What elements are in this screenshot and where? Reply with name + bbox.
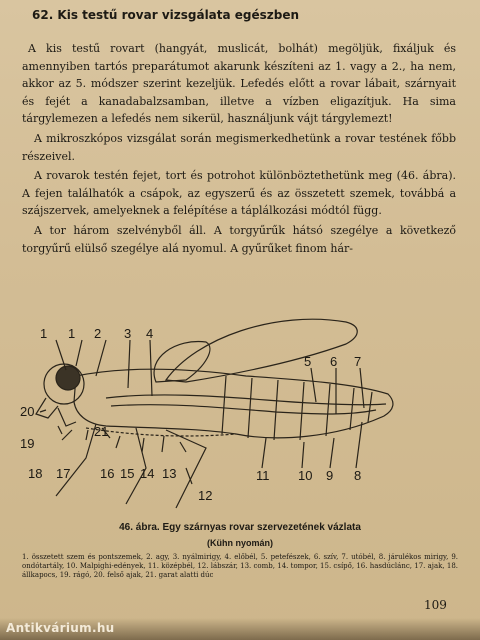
watermark-text: Antikvárium.hu bbox=[6, 621, 115, 635]
fig-label-6: 6 bbox=[330, 354, 338, 369]
fig-label-18: 18 bbox=[28, 466, 43, 481]
fig-label-9: 9 bbox=[326, 468, 334, 483]
fig-label-21: 21 bbox=[94, 424, 109, 439]
fig-label-11: 11 bbox=[256, 468, 270, 483]
fig-label-1a: 1 bbox=[40, 326, 48, 341]
figure-caption: 46. ábra. Egy szárnyas rovar szervezetének vázlata bbox=[119, 522, 361, 533]
page-number: 109 bbox=[424, 598, 447, 612]
fig-label-4: 4 bbox=[146, 326, 154, 341]
hindwing bbox=[154, 341, 210, 382]
paragraph-3: A rovarok testén fejet, tort és potrohot különböztethetünk meg (46. ábra). A fejen találhatók a csápok, az egyszerű és az összetett szemek, továbbá a szájszervek, amelyeknek a felépítése a táplálkozási módtól függ. bbox=[22, 169, 456, 218]
fig-label-20: 20 bbox=[20, 404, 35, 419]
fig-label-19: 19 bbox=[20, 436, 35, 451]
fig-label-12: 12 bbox=[198, 488, 213, 503]
body-outline bbox=[74, 369, 393, 438]
fig-label-1b: 1 bbox=[68, 326, 76, 341]
fig-label-5: 5 bbox=[304, 354, 312, 369]
body-text bbox=[22, 40, 456, 259]
watermark-bar bbox=[0, 618, 480, 640]
fig-label-2: 2 bbox=[94, 326, 102, 341]
fig-label-3: 3 bbox=[124, 326, 132, 341]
paragraph-4: A tor három szelvényből áll. A torgyűrűk hátsó szegélye a következő torgyűrű elülső szegélye alá nyomul. A gyűrűket finom hár- bbox=[22, 223, 456, 255]
fig-label-13: 13 bbox=[162, 466, 177, 481]
figure-legend: 1. összetett szem és pontszemek, 2. agy, 3. nyálmirigy, 4. előbél, 5. petefészek, 6. szív, 7. utóbél, 8. járulékos mirigy, 9. ondótartály, 10. Malpighi-edények, 11. középbél, 12. lábszár, 13. comb, 14. tompor, 15. csípő, 16. hasdúclánc, 17. ajak, 18. állkapocs, 19. rágó, 20. felső ajak, 21. garat alatti dúc bbox=[22, 553, 458, 579]
fig-label-16: 16 bbox=[100, 466, 115, 481]
insect-anatomy-figure bbox=[16, 318, 436, 518]
fig-label-15: 15 bbox=[120, 466, 135, 481]
fig-label-10: 10 bbox=[298, 468, 313, 483]
gut bbox=[106, 395, 386, 405]
paragraph-1: A kis testű rovart (hangyát, muslicát, bolhát) megöljük, fixáljuk és amennyiben tartós preparátumot akarunk készíteni az 1. vagy a 2., ha nem, akkor az 5. módszer szerint kezeljük. Lefedés előtt a rovar lábait, szárnyait és fejét a kanadabalzsamban, illetve a vízben eligazítjuk. Ha sima tárgylemezen a lefedés nem sikerül, használjunk vájt tárgylemezt! bbox=[22, 42, 456, 126]
figure-caption-source: (Kühn nyomán) bbox=[207, 538, 273, 548]
fig-label-17: 17 bbox=[56, 466, 71, 481]
fig-label-14: 14 bbox=[140, 466, 155, 481]
fig-label-7: 7 bbox=[354, 354, 362, 369]
compound-eye bbox=[56, 366, 80, 390]
section-heading: 62. Kis testű rovar vizsgálata egészben bbox=[32, 8, 300, 22]
paragraph-2: A mikroszkópos vizsgálat során megismerkedhetünk a rovar testének főbb részeivel. bbox=[22, 131, 456, 163]
fig-label-8: 8 bbox=[354, 468, 362, 483]
leg-front bbox=[56, 424, 96, 496]
